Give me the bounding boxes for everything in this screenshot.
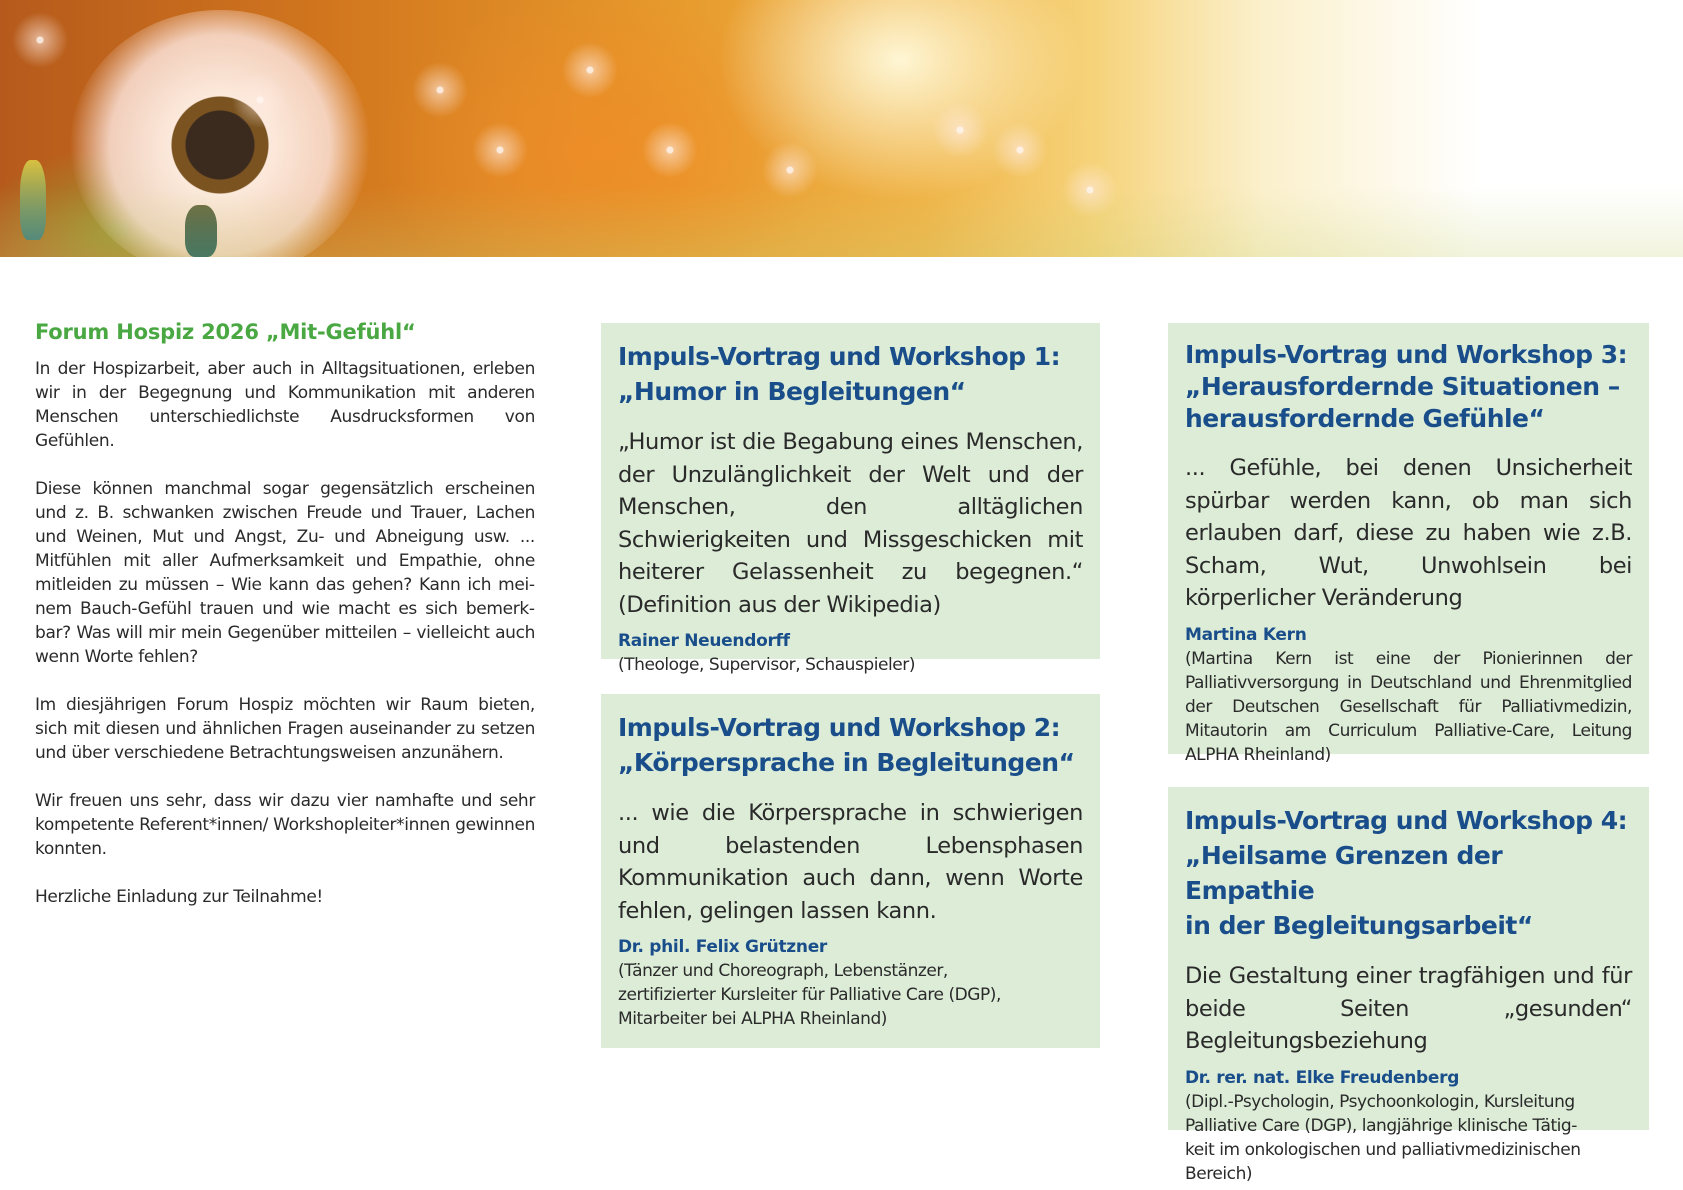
seed-decoration — [560, 40, 620, 100]
intro-paragraph: Wir freuen uns sehr, dass wir dazu vier namhafte und sehr kompetente Referent*innen/ Workshopleiter*innen gewinnen konnten. — [35, 791, 535, 859]
speaker-role-line: keit im onkologischen und palliativmedizinischen — [1185, 1139, 1581, 1160]
intro-paragraph: Im diesjährigen Forum Hospiz möchten wir Raum bieten, sich mit diesen und ähnlichen Fragen auseinander zu setzen und über verschiedene Betrachtungsweisen anzunähern. — [35, 695, 535, 763]
dandelion-bud — [20, 160, 46, 240]
speaker-role-line: zertifizierter Kursleiter für Palliative Care (DGP), — [618, 985, 1001, 1005]
seed-decoration — [930, 100, 990, 160]
intro-title: Forum Hospiz 2026 „Mit-Gefühl“ — [35, 320, 416, 344]
intro-paragraph: In der Hospizarbeit, aber auch in Alltagsituationen, erleben wir in der Begegnung und Kommunikation mit anderen Menschen unterschiedlichste Ausdrucksformen von Gefühlen. — [35, 359, 535, 451]
seed-decoration — [1060, 160, 1120, 220]
seed-decoration — [470, 120, 530, 180]
dandelion-illustration — [70, 10, 370, 257]
speaker-name: Rainer Neuendorff — [618, 631, 790, 651]
seed-decoration — [990, 120, 1050, 180]
dandelion-bud — [185, 205, 217, 257]
workshop-card-3 — [1168, 323, 1649, 765]
workshop-card-2 — [601, 694, 1100, 1048]
speaker-role-line: Bereich) — [1185, 1163, 1253, 1184]
workshop-title: „Körpersprache in Begleitungen“ — [618, 748, 1075, 777]
workshop-description: ... Gefühle, bei denen Unsicherheit spürbar werden kann, ob man sich erlauben darf, diese zu haben wie z.B. Scham, Wut, Unwohlsein bei körperlicher Veränderung — [1185, 455, 1632, 611]
seed-decoration — [410, 60, 470, 120]
intro-closing: Herzliche Einladung zur Teilnahme! — [35, 887, 323, 907]
workshop-heading — [1185, 803, 1632, 943]
workshop-heading-line: Impuls-Vortrag und Workshop 4: — [1185, 806, 1628, 835]
speaker-name: Dr. rer. nat. Elke Freudenberg — [1185, 1067, 1460, 1088]
workshop-title: „Herausfordernde Situationen – — [1185, 372, 1620, 401]
speaker-role: (Theologe, Supervisor, Schauspieler) — [618, 655, 916, 675]
workshop-description: Die Gestaltung einer tragfähigen und für beide Seiten „gesunden“ Begleitungsbeziehung — [1185, 963, 1632, 1054]
workshop-heading-line: Impuls-Vortrag und Workshop 1: — [618, 342, 1061, 371]
speaker-role-line: (Dipl.-Psychologin, Psychoonkologin, Kursleitung — [1185, 1091, 1575, 1112]
speaker-role-line: (Tänzer und Choreograph, Lebenstänzer, — [618, 961, 948, 981]
workshop-title: „Humor in Begleitungen“ — [618, 377, 966, 406]
intro-section — [35, 320, 535, 933]
speaker-role-line: Mitarbeiter bei ALPHA Rheinland) — [618, 1009, 887, 1029]
workshop-title: in der Begleitungsarbeit“ — [1185, 911, 1533, 940]
speaker-name: Dr. phil. Felix Grützner — [618, 937, 828, 957]
seed-decoration — [230, 70, 290, 130]
seed-decoration — [760, 140, 820, 200]
seed-decoration — [10, 10, 70, 70]
speaker-name: Martina Kern — [1185, 624, 1307, 645]
speaker-role — [618, 959, 1083, 1031]
speaker-role: (Martina Kern ist eine der Pionierinnen der Palliativversorgung in Deutschland und Ehrenmitglied der Deutschen Gesellschaft für Palliativmedizin, Mitautorin am Curriculum Palliative-Care, Leitung ALPHA Rheinland) — [1185, 648, 1632, 765]
workshop-heading-line: Impuls-Vortrag und Workshop 2: — [618, 713, 1061, 742]
workshop-heading — [618, 710, 1083, 780]
workshop-heading-line: Impuls-Vortrag und Workshop 3: — [1185, 340, 1628, 369]
seed-decoration — [640, 120, 700, 180]
speaker-role-line: Palliative Care (DGP), langjährige klinische Tätig- — [1185, 1115, 1577, 1136]
workshop-title: „Heilsame Grenzen der Empathie — [1185, 841, 1503, 905]
intro-paragraph: Diese können manchmal sogar gegensätzlich erscheinen und z. B. schwanken zwischen Freude und Trauer, Lachen und Weinen, Mut und Angst, Zu- und Abneigung usw. ... Mitfühlen mit aller Aufmerksamkeit und Empathie, ohne mitleiden zu müssen – Wie kann das gehen? Kann ich meinem Bauch-Gefühl trauen und wie macht es sich bemerkbar? Was will mir mein Gegenüber mitteilen – vielleicht auch wenn Worte fehlen? — [35, 479, 535, 667]
workshop-description: „Humor ist die Begabung eines Menschen, der Unzulänglichkeit der Welt und der Menschen, den alltäglichen Schwierigkeiten und Missgeschicken mit heiterer Gelassenheit zu begegnen.“ (Definition aus der Wikipedia) — [618, 429, 1083, 618]
workshop-description: ... wie die Körpersprache in schwierigen und belastenden Lebensphasen Kommunikation auch dann, wenn Worte fehlen, gelingen lassen kann. — [618, 800, 1083, 924]
workshop-heading — [1185, 339, 1632, 435]
workshop-title: herausfordernde Gefühle“ — [1185, 404, 1545, 433]
header-image-dandelion — [0, 0, 1683, 257]
workshop-card-1 — [601, 323, 1100, 675]
workshop-heading — [618, 339, 1083, 409]
speaker-role — [1185, 1090, 1632, 1186]
workshop-card-4 — [1168, 787, 1649, 1184]
